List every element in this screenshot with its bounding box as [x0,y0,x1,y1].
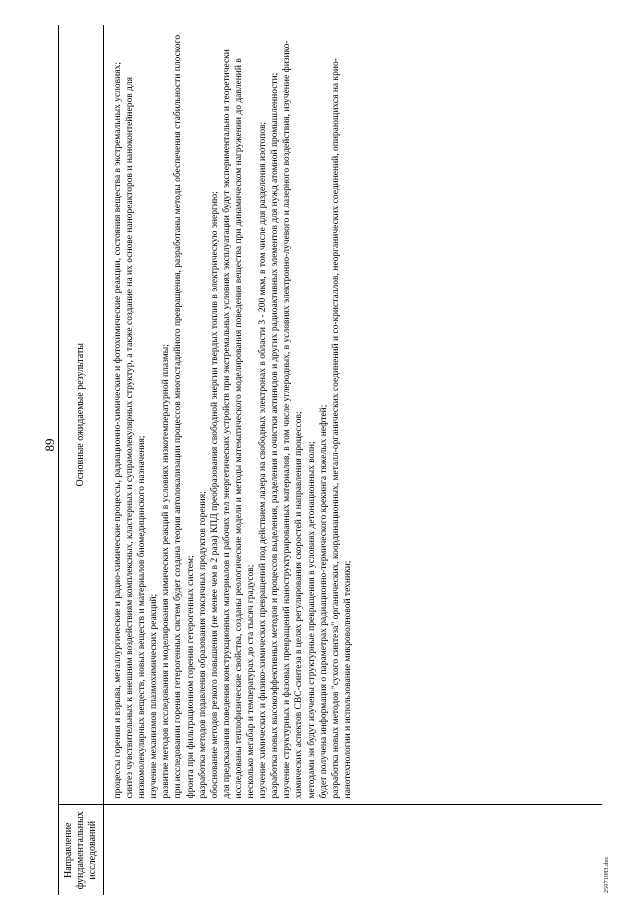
list-item: методами эи будут изучены структурные превращения в условиях детонационных волн; [306,441,317,799]
list-item: развитие методов исследования и моделирования химических реакций в условиях низкотемпературной плазмы; [161,344,172,799]
list-item: для предсказания поведения конструкционных материалов и рабочих тел энергетических устройств при экстремальных условиях эксплуатации будут экспериментально и теоретически исследованы теплофизические свойства, созданы реологические модели и методы математического моделирования поведения вещества при динамическом нагружении до давлений в несколько мегабар и температурах до ста тысяч градусов; [221,49,257,799]
col-header-results: Основные ожидаемые результаты [59,25,104,805]
list-item: синтез чувствительных к внешним воздействиям комплексных, кластерных и супрамолекулярных структур, а также создание на их основе нанореакторов и наноконтейнеров для низкомолекулярных веществ, новых веществ и материалов биомедицинского назначения; [125,76,148,799]
list-item: обоснование методов резкого повышения (не менее чем в 2 раза) КПД преобразования свободной энергии твердых топлив в электрическую энергию; [209,191,220,799]
list-item: при исследовании горения гетерогенных систем будет создана теория автолокализации процессов многостадийного превращения, разработаны методы обеспечения стабильности плоского фронта при фильтрационном горении гетерогенных систем; [173,34,196,799]
results-table [58,25,602,895]
list-item: изучение структурных и фазовых превращений наноструктурированных материалов, в том числе углеродных, в условиях электронно-лучевого и лазерного воздействия, изучение физико-химических аспектов СВС-синтеза в целях регулирования скоростей и направления процессов; [282,40,305,799]
results-cell [104,25,602,805]
list-item: процессы горения и взрыва, металлургические и радио-химические процессы, радиационно-химические и фотохимические реакции, состояния вещества в экстремальных условиях; [113,62,123,799]
list-item: изучение механизмов плазмохимических реакций; [149,593,160,799]
table-row [104,25,602,895]
results-list [112,28,354,799]
direction-cell [104,805,602,895]
page-number: 89 [42,438,57,452]
list-item: разработка новых высокоэффективных методов и процессов выделения, разделения и очистки актинидов и других радиоактивных элементов для нужд атомной промышленности; [270,72,281,799]
list-item: будет получена информация о параметрах радиационно-термического крекинга тяжелых нефтей; [318,404,329,799]
list-item: разработка новых методов "сухого синтеза" органических, координационных, металл-органических соединений и со-кристаллов, неорганических соединений, опирающихся на крио- нанотехнологии и использование микроволновой техники; [330,58,353,799]
col-header-direction: Направление фундаментальных исследований [59,805,104,895]
file-name-label: 25071083.doc [604,856,610,893]
table-header-row [59,25,104,895]
list-item: изучение химических и физико-химических превращений под действием лазера на свободных электронах в области 3 - 200 мкм, в том числе для разделения изотопов; [258,121,269,799]
list-item: разработка методов подавления образования токсичных продуктов горения; [197,491,208,799]
